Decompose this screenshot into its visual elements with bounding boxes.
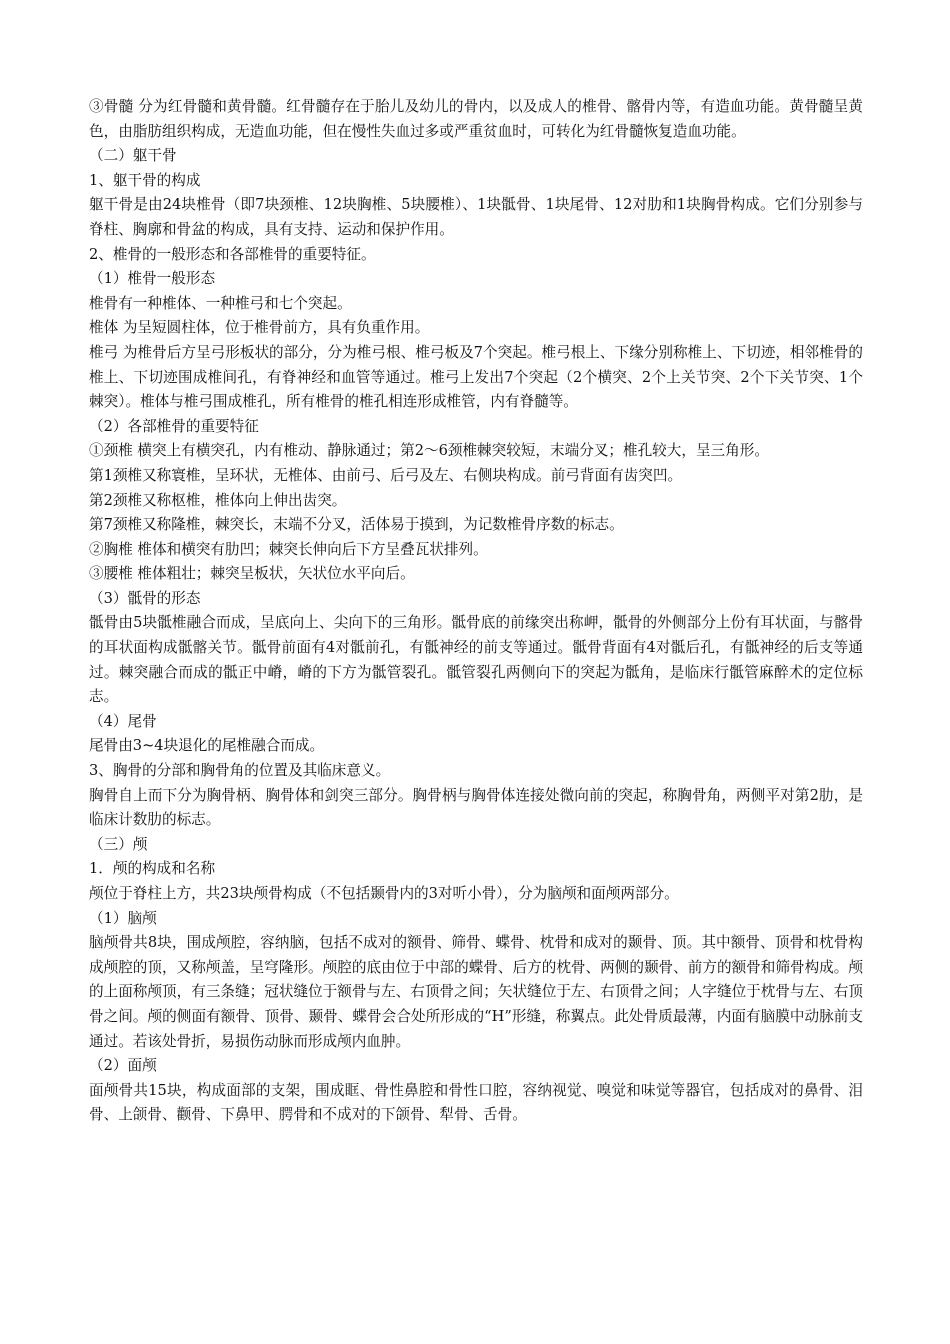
paragraph-facial-skeleton: 面颅骨共15块，构成面部的支架，围成眶、骨性鼻腔和骨性口腔，容纳视觉、嗅觉和味觉等器官，包括成对的鼻骨、泪骨、上颌骨、颧骨、下鼻甲、腭骨和不成对的下颌骨、犁骨、舌骨。: [89, 1081, 863, 1124]
subheading-neurocranium: （1）脑颅: [89, 909, 157, 927]
paragraph-c7: 第7颈椎又称隆椎，棘突长，末端不分叉，活体易于摸到，为记数椎骨序数的标志。: [89, 516, 624, 534]
paragraph-vertebral-body: 椎体 为呈短圆柱体，位于椎骨前方，具有负重作用。: [89, 319, 430, 337]
paragraph-axis: 第2颈椎又称枢椎，椎体向上伸出齿突。: [89, 491, 347, 509]
paragraph-sacrum: 骶骨由5块骶椎融合而成，呈底向上、尖向下的三角形。骶骨底的前缘突出称岬，骶骨的外侧部分上份有耳状面，与髂骨的耳状面构成骶髂关节。骶骨前面有4对骶前孔，有骶神经的前支等通过。骶骨背面有4对骶后孔，有骶神经的后支等通过。棘突融合而成的骶正中嵴，嵴的下方为骶管裂孔。骶管裂孔两侧向下的突起为骶角，是临床行骶管麻醉术的定位标志。: [89, 614, 863, 706]
paragraph-coccyx: 尾骨由3~4块退化的尾椎融合而成。: [89, 737, 325, 755]
subheading-skull-composition: 1．颅的构成和名称: [89, 860, 216, 878]
paragraph-sternum: 胸骨自上而下分为胸骨柄、胸骨体和剑突三部分。胸骨柄与胸骨体连接处微向前的突起，称胸骨角，两侧平对第2肋，是临床计数肋的标志。: [89, 786, 863, 829]
subheading-coccyx: （4）尾骨: [89, 712, 157, 730]
paragraph-skull-composition: 颅位于脊柱上方，共23块颅骨构成（不包括颞骨内的3对听小骨），分为脑颅和面颅两部分。: [89, 885, 679, 902]
subheading-facial-skeleton: （2）面颅: [89, 1057, 157, 1075]
section-heading-trunk-bones: （二）躯干骨: [89, 147, 177, 165]
paragraph-atlas: 第1颈椎又称寰椎，呈环状，无椎体、由前弓、后弓及左、右侧块构成。前弓背面有齿突凹。: [89, 466, 683, 484]
subheading-vertebra-general: （1）椎骨一般形态: [89, 270, 216, 288]
paragraph-cervical: ①颈椎 横突上有横突孔，内有椎动、静脉通过；第2～6颈椎棘突较短，末端分叉；椎孔较大，呈三角形。: [89, 442, 769, 460]
paragraph-vertebral-arch: 椎弓 为椎骨后方呈弓形板状的部分，分为椎弓根、椎弓板及7个突起。椎弓根上、下缘分别称椎上、下切迹，相邻椎骨的椎上、下切迹围成椎间孔，有脊神经和血管等通过。椎弓上发出7个突起（2个横突、2个上关节突、2个下关节突、1个棘突）。椎体与椎弓围成椎孔，所有椎骨的椎孔相连形成椎管，内有脊髓等。: [89, 343, 863, 411]
subheading-sacrum: （3）骶骨的形态: [89, 589, 201, 607]
paragraph-trunk-composition: 躯干骨是由24块椎骨（即7块颈椎、12块胸椎、5块腰椎）、1块骶骨、1块尾骨、12对肋和1块胸骨构成。它们分别参与脊柱、胸廓和骨盆的构成，具有支持、运动和保护作用。: [89, 196, 863, 238]
subheading-regional-vertebrae: （2）各部椎骨的重要特征: [89, 417, 259, 435]
paragraph-bone-marrow: ③骨髓 分为红骨髓和黄骨髓。红骨髓存在于胎儿及幼儿的骨内，以及成人的椎骨、髂骨内等，有造血功能。黄骨髓呈黄色，由脂肪组织构成，无造血功能，但在慢性失血过多或严重贫血时，可转化为红骨髓恢复造血功能。: [89, 98, 863, 140]
subheading-vertebra-features: 2、椎骨的一般形态和各部椎骨的重要特征。: [89, 245, 376, 263]
document-page: [89, 95, 863, 1128]
paragraph-vertebra-parts: 椎骨有一种椎体、一种椎弓和七个突起。: [89, 294, 352, 312]
paragraph-thoracic: ②胸椎 椎体和横突有肋凹；棘突长伸向后下方呈叠瓦状排列。: [89, 540, 488, 558]
section-heading-skull: （三）颅: [89, 835, 148, 853]
subheading-trunk-composition: 1、躯干骨的构成: [89, 171, 201, 189]
paragraph-neurocranium: 脑颅骨共8块，围成颅腔，容纳脑，包括不成对的额骨、筛骨、蝶骨、枕骨和成对的颞骨、顶。其中额骨、顶骨和枕骨构成颅腔的顶，又称颅盖，呈穹隆形。颅腔的底由位于中部的蝶骨、后方的枕骨、两侧的颞骨、前方的额骨和筛骨构成。颅的上面称颅顶，有三条缝；冠状缝位于额骨与左、右顶骨之间；矢状缝位于左、右顶骨之间；人字缝位于枕骨与左、右顶骨之间。颅的侧面有额骨、顶骨、颞骨、蝶骨会合处所形成的“H”形缝，称翼点。此处骨质最薄，内面有脑膜中动脉前支通过。若该处骨折，易损伤动脉而形成颅内血肿。: [89, 934, 863, 1050]
subheading-sternum: 3、胸骨的分部和胸骨角的位置及其临床意义。: [89, 762, 391, 780]
paragraph-lumbar: ③腰椎 椎体粗壮；棘突呈板状，矢状位水平向后。: [89, 565, 415, 583]
